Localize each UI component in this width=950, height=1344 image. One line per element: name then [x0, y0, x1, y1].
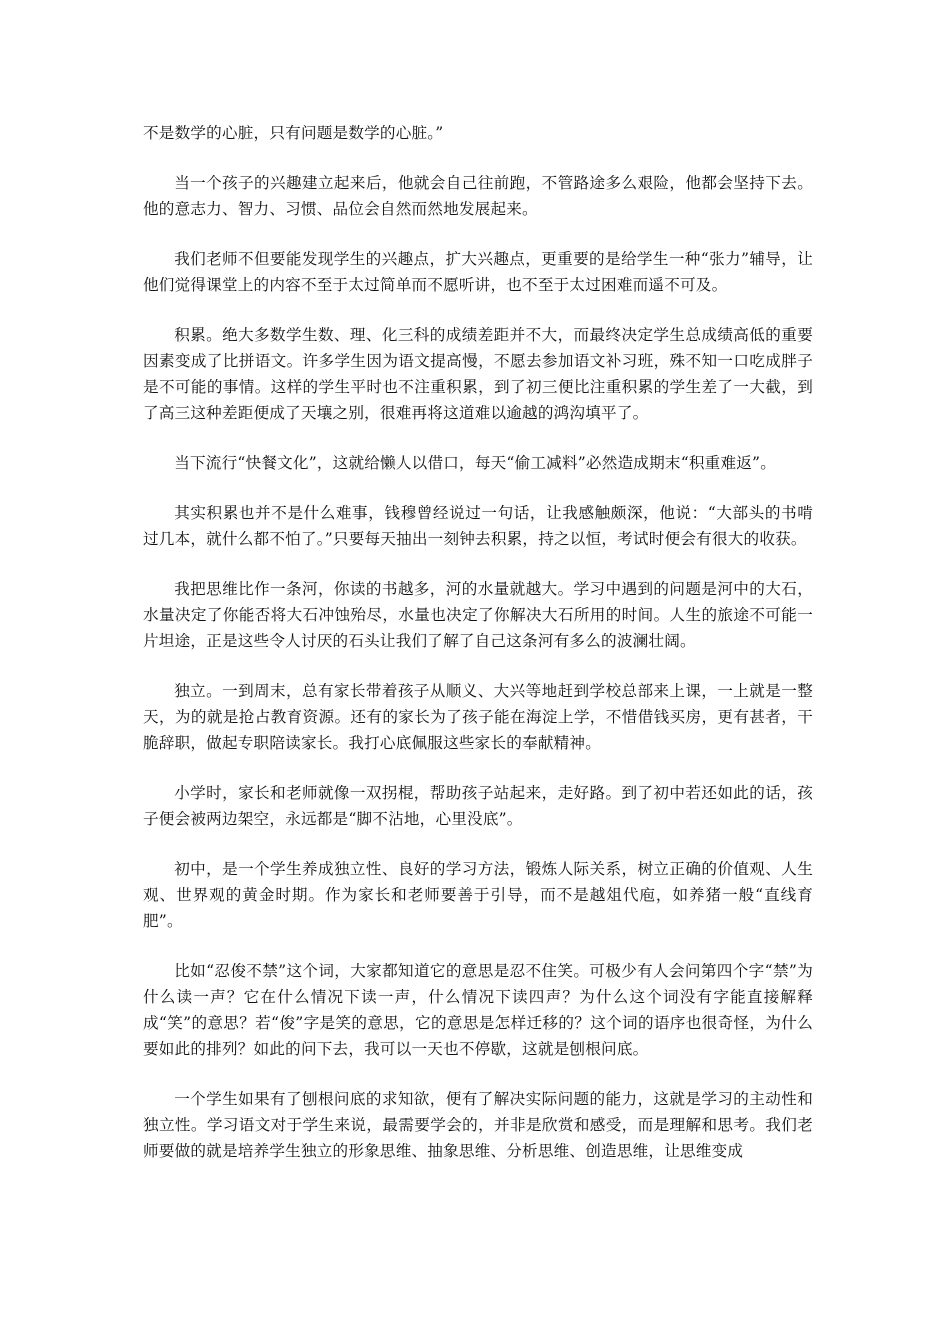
- paragraph-1: 不是数学的心脏，只有问题是数学的心脏。”: [143, 124, 444, 142]
- paragraph-8: 独立。一到周末，总有家长带着孩子从顺义、大兴等地赶到学校总部来上课，一上就是一整天，为的就是抢占教育资源。还有的家长为了孩子能在海淀上学，不惜借钱买房，更有甚者，干脆辞职，做起专职陪读家长。我打心底佩服这些家长的奉献精神。: [143, 682, 813, 752]
- paragraph-10: 初中，是一个学生养成独立性、良好的学习方法，锻炼人际关系，树立正确的价值观、人生观、世界观的黄金时期。作为家长和老师要善于引导，而不是越俎代庖，如养猪一般“直线育肥”。: [143, 860, 813, 930]
- paragraph-2: 当一个孩子的兴趣建立起来后，他就会自己往前跑，不管路途多么艰险，他都会坚持下去。他的意志力、智力、习惯、品位会自然而然地发展起来。: [143, 174, 813, 218]
- paragraph-5: 当下流行“快餐文化”，这就给懒人以借口，每天“偷工减料”必然造成期末“积重难返”。: [174, 454, 777, 472]
- paragraph-9: 小学时，家长和老师就像一双拐棍，帮助孩子站起来，走好路。到了初中若还如此的话，孩子便会被两边架空，永远都是“脚不沾地，心里没底”。: [143, 784, 813, 828]
- paragraph-11: 比如“忍俊不禁”这个词，大家都知道它的意思是忍不住笑。可极少有人会问第四个字“禁”为什么读一声？它在什么情况下读一声，什么情况下读四声？为什么这个词没有字能直接解释成“笑”的意思？若“俊”字是笑的意思，它的意思是怎样迁移的？这个词的语序也很奇怪，为什么要如此的排列？如此的问下去，我可以一天也不停歇，这就是刨根问底。: [143, 962, 813, 1058]
- paragraph-7: 我把思维比作一条河，你读的书越多，河的水量就越大。学习中遇到的问题是河中的大石，水量决定了你能否将大石冲蚀殆尽，水量也决定了你解决大石所用的时间。人生的旅途不可能一片坦途，正是这些令人讨厌的石头让我们了解了自己这条河有多么的波澜壮阔。: [143, 580, 813, 650]
- document-body: [143, 120, 813, 1188]
- paragraph-4: 积累。绝大多数学生数、理、化三科的成绩差距并不大，而最终决定学生总成绩高低的重要因素变成了比拼语文。许多学生因为语文提高慢，不愿去参加语文补习班，殊不知一口吃成胖子是不可能的事情。这样的学生平时也不注重积累，到了初三便比注重积累的学生差了一大截，到了高三这种差距便成了天壤之别，很难再将这道难以逾越的鸿沟填平了。: [143, 326, 813, 422]
- paragraph-6: 其实积累也并不是什么难事，钱穆曾经说过一句话，让我感触颇深，他说：“大部头的书啃过几本，就什么都不怕了。”只要每天抽出一刻钟去积累，持之以恒，考试时便会有很大的收获。: [143, 504, 813, 548]
- paragraph-3: 我们老师不但要能发现学生的兴趣点，扩大兴趣点，更重要的是给学生一种“张力”辅导，让他们觉得课堂上的内容不至于太过简单而不愿听讲，也不至于太过困难而遥不可及。: [143, 250, 813, 294]
- paragraph-12: 一个学生如果有了刨根问底的求知欲，便有了解决实际问题的能力，这就是学习的主动性和独立性。学习语文对于学生来说，最需要学会的，并非是欣赏和感受，而是理解和思考。我们老师要做的就是培养学生独立的形象思维、抽象思维、分析思维、创造思维，让思维变成: [143, 1090, 813, 1160]
